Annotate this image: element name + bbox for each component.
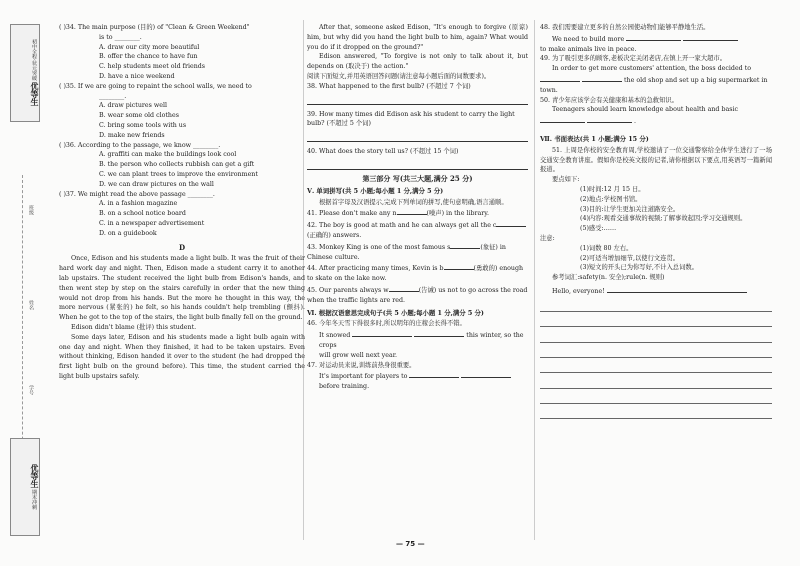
q41-text: 41. Please don't make any n bbox=[307, 210, 397, 218]
q48-blank-2[interactable] bbox=[683, 33, 738, 41]
q46-sentence bbox=[307, 329, 528, 351]
q48-blank-1[interactable] bbox=[626, 33, 681, 41]
badge-top-text: 初中全程·状元突破 bbox=[31, 39, 37, 81]
class-label: 班级 bbox=[28, 205, 34, 215]
badge-top-title: 优等生 bbox=[30, 82, 39, 107]
q49-blank-row bbox=[540, 74, 772, 96]
q38-answer-line[interactable] bbox=[307, 92, 528, 105]
number-field[interactable] bbox=[28, 385, 35, 395]
question-48: 48. 我们需要建立更多的自然公园使动物们能够平静地生活。 bbox=[540, 24, 710, 31]
question-44 bbox=[307, 262, 528, 284]
part-three-heading: 第三部分 写(共三大题,满分 25 分) bbox=[362, 173, 473, 183]
q44-hint: (勇敢的) enough to skate on the lake now. bbox=[307, 265, 524, 283]
q49-blank-2[interactable] bbox=[582, 74, 622, 82]
column-left bbox=[59, 23, 305, 382]
question-34-stem-end: is to ________. bbox=[99, 33, 142, 41]
essay-line[interactable] bbox=[540, 327, 772, 342]
question-50: 50. 青少年应该学会有关健康和基本的急救知识。 bbox=[540, 96, 678, 104]
question-42 bbox=[307, 219, 528, 241]
q35-option-d[interactable]: D. make new friends bbox=[99, 131, 165, 139]
q42-text: 42. The boy is good at math and he can always get all the c bbox=[307, 222, 497, 230]
passage-d-para-5: Edison answered, "To forgive is not only to talk about it, but depends on (取决于) the action." bbox=[307, 53, 528, 71]
q37-option-c[interactable]: C. in a newspaper advertisement bbox=[99, 219, 205, 227]
q46-sentence-cont: will grow well next year. bbox=[319, 351, 398, 359]
vocab-reference: 参考词汇:safety(n. 安全);rule(n. 规则) bbox=[552, 274, 665, 282]
q45-text: 45. Our parents always w bbox=[307, 286, 389, 294]
question-40: 40. What does the story tell us? (不超过 15 个词) bbox=[307, 148, 459, 156]
q34-option-d[interactable]: D. have a nice weekend bbox=[99, 72, 175, 80]
q44-blank[interactable] bbox=[444, 262, 474, 270]
q47-sentence bbox=[307, 370, 528, 382]
series-badge-bottom bbox=[10, 438, 40, 536]
passage-d-para-1: Once, Edison and his students made a light bulb. It was the fruit of their hard work day and night. Then, Edison made a student carry it to another lab upstairs. The student received the light bulb from Edison's hands, and then went step by step on the stairs carefully in order that the new thing would not drop from his hands. But the more he thought in this way, the more nervous (紧张的) he felt, so his hands couldn't help trembling (颤抖). When he got to the top of the stairs, the light bulb finally fell on the ground. bbox=[59, 255, 305, 322]
note-2: (2)可适当增加细节,以使行文连贯。 bbox=[580, 254, 680, 262]
q37-option-a[interactable]: A. in a fashion magazine bbox=[99, 200, 178, 208]
q43-text: 43. Monkey King is one of the most famous s bbox=[307, 243, 451, 251]
points-title: 要点如下: bbox=[552, 176, 580, 184]
number-label: 学号 bbox=[28, 385, 34, 395]
essay-line[interactable] bbox=[540, 358, 772, 373]
name-label: 姓名 bbox=[28, 300, 34, 310]
q48-sentence-cont: to make animals live in peace. bbox=[540, 45, 637, 53]
q41-hint: (噪声) in the library. bbox=[426, 210, 489, 218]
q50-blank-row: . bbox=[540, 115, 772, 127]
q46-text-start: It snowed bbox=[319, 332, 351, 340]
column-middle bbox=[307, 23, 528, 392]
series-badge-top bbox=[10, 24, 40, 122]
passage-d-para-2: Edison didn't blame (批评) this student. bbox=[71, 323, 197, 331]
section-v-instructions: 根据首字母及汉语提示,完成下列单词的拼写,使句意明确,语言通顺。 bbox=[319, 198, 508, 206]
q34-option-a[interactable]: A. draw our city more beautiful bbox=[99, 43, 200, 51]
q35-option-a[interactable]: A. draw pictures well bbox=[99, 102, 168, 110]
note-1: (1)词数 80 左右。 bbox=[580, 244, 633, 252]
q46-blank-1[interactable] bbox=[352, 329, 412, 337]
q50-sentence: Teenagers should learn knowledge about health and basic bbox=[552, 106, 738, 114]
binding-margin bbox=[0, 0, 50, 566]
essay-first-line[interactable] bbox=[607, 285, 747, 293]
question-43 bbox=[307, 241, 528, 263]
question-47: 47. 对运动员来说,训练前热身很重要。 bbox=[307, 361, 416, 369]
q39-answer-line[interactable] bbox=[307, 129, 528, 142]
q46-text-end: this winter, so the crops bbox=[319, 332, 524, 349]
question-39: 39. How many times did Edison ask his student to carry the light bulb? (不超过 5 个词) bbox=[307, 110, 515, 128]
essay-line[interactable] bbox=[540, 404, 772, 419]
q45-hint: (告诫) us not to go across the road when the traffic lights are red. bbox=[307, 286, 528, 304]
q36-option-a[interactable]: A. graffiti can make the buildings look cool bbox=[99, 151, 237, 159]
point-3: (3)目的:让学生更加关注道路安全。 bbox=[580, 205, 680, 213]
q34-option-c[interactable]: C. help students meet old friends bbox=[99, 63, 206, 71]
column-divider-2 bbox=[534, 20, 535, 540]
q36-option-b[interactable]: B. the person who collects rubbish can get a gift bbox=[99, 161, 255, 169]
q48-text-start: We need to build more bbox=[552, 35, 625, 43]
question-45 bbox=[307, 284, 528, 306]
section-v-heading: Ⅴ. 单词拼写(共 5 小题;每小题 1 分,满分 5 分) bbox=[307, 186, 444, 195]
page-number: — 75 — bbox=[396, 540, 425, 548]
point-5: (5)感受:…… bbox=[580, 225, 617, 233]
passage-d-heading: D bbox=[178, 242, 186, 252]
q43-blank[interactable] bbox=[450, 241, 480, 249]
q47-blank-1[interactable] bbox=[409, 370, 459, 378]
essay-line[interactable] bbox=[540, 373, 772, 388]
q50-blank-1[interactable] bbox=[540, 115, 585, 123]
question-41 bbox=[307, 207, 528, 219]
point-4: (4)内容:观看交通事故的视频;了解事故起因;学习交通规则。 bbox=[580, 215, 747, 223]
q49-sentence: In order to get more customers' attention, the boss decided to bbox=[552, 65, 752, 73]
question-36[interactable]: ( )36. According to the passage, we know ________. bbox=[59, 141, 221, 149]
q48-sentence bbox=[540, 33, 772, 45]
q37-option-d[interactable]: D. on a guidebook bbox=[99, 229, 157, 237]
essay-line[interactable] bbox=[540, 389, 772, 404]
point-1: (1)时间:12 月 15 日。 bbox=[580, 185, 645, 193]
q45-blank[interactable] bbox=[389, 284, 419, 292]
opening-text: Hello, everyone! bbox=[552, 287, 605, 295]
q41-blank[interactable] bbox=[397, 207, 427, 215]
q35-option-c[interactable]: C. bring some tools with us bbox=[99, 121, 187, 129]
q40-answer-line[interactable] bbox=[307, 157, 528, 170]
essay-line[interactable] bbox=[540, 343, 772, 358]
q35-option-b[interactable]: B. wear some old clothes bbox=[99, 112, 179, 120]
q47-sentence-cont: before training. bbox=[319, 383, 370, 391]
question-51: 51. 上周是你校的安全教育周,学校邀请了一位交通警察给全体学生进行了一场交通安全教育讲座。假如你是校英文报的记者,请你根据以下要点,用英语写一篇新闻报道。 bbox=[540, 146, 772, 174]
q46-blank-2[interactable] bbox=[414, 329, 464, 337]
q43-hint: (象征) in Chinese culture. bbox=[307, 243, 506, 261]
question-35-stem-end: ________. bbox=[99, 92, 127, 100]
q47-text-start: It's important for players to bbox=[319, 373, 408, 381]
column-right bbox=[540, 23, 772, 419]
question-38: 38. What happened to the first bulb? (不超过 7 个词) bbox=[307, 82, 471, 90]
essay-opening bbox=[540, 285, 772, 297]
notes-title: 注意: bbox=[540, 234, 555, 242]
reading-instructions: 阅读下面短文,并用英语回答问题(请注意每小题后面的词数要求)。 bbox=[307, 72, 491, 80]
q49-text-end: the old shop and set up a big supermarket in town. bbox=[540, 76, 768, 94]
point-2: (2)地点:学校图书馆。 bbox=[580, 195, 642, 203]
badge-bottom-title: 优等生 bbox=[30, 464, 39, 489]
class-field[interactable] bbox=[28, 205, 35, 215]
q36-option-d[interactable]: D. we can draw pictures on the wall bbox=[99, 180, 214, 188]
essay-line[interactable] bbox=[540, 312, 772, 327]
question-46: 46. 今年冬天雪下得很多时,所以明年的庄稼会长得不错。 bbox=[307, 320, 466, 328]
question-35[interactable]: ( )35. If we are going to repaint the school walls, we need to bbox=[59, 82, 252, 90]
question-34[interactable]: ( )34. The main purpose (目的) of "Clean & Green Weekend" bbox=[59, 24, 250, 31]
essay-writing-area[interactable] bbox=[540, 297, 772, 419]
section-vi-heading: Ⅵ. 根据汉语意思完成句子(共 5 小题;每小题 1 分,满分 5 分) bbox=[307, 308, 484, 317]
passage-d-para-3: Some days later, Edison and his students made a light bulb again with one day and night. When they finished, it had to be taken upstairs. Even without thinking, Edison handed it over to the student (he had dropped the first light bulb on the ground before). This time, the student carried the light bulb upstairs safely. bbox=[59, 333, 305, 380]
q42-hint: (正确的) answers. bbox=[307, 231, 362, 239]
q37-option-b[interactable]: B. on a school notice board bbox=[99, 210, 186, 218]
badge-bottom-text: 期末冲刺 bbox=[31, 489, 37, 510]
question-49: 49. 为了吸引更多的顾客,老板决定关闭老店,在镇上开一家大超市。 bbox=[540, 55, 727, 63]
q34-option-b[interactable]: B. offer the chance to have fun bbox=[99, 53, 198, 61]
section-vii-heading: Ⅶ. 书面表达(共 1 小题;满分 15 分) bbox=[540, 134, 649, 143]
essay-line[interactable] bbox=[540, 297, 772, 312]
name-field[interactable] bbox=[28, 300, 35, 310]
q47-blank-2[interactable] bbox=[461, 370, 511, 378]
q36-option-c[interactable]: C. we can plant trees to improve the environment bbox=[99, 170, 258, 178]
q49-blank-1[interactable] bbox=[540, 74, 580, 82]
note-3: (3)短文的开头已为你写好,不计入总词数。 bbox=[580, 264, 698, 272]
question-37[interactable]: ( )37. We might read the above passage ________. bbox=[59, 190, 215, 198]
q44-text: 44. After practicing many times, Kevin is b bbox=[307, 265, 444, 273]
q50-blank-2[interactable] bbox=[587, 115, 632, 123]
q42-blank[interactable] bbox=[496, 219, 526, 227]
passage-d-para-4: After that, someone asked Edison, "It's enough to forgive (原谅) him, but why did you hand the light bulb to him, again? What would you do if it dropped on the ground?" bbox=[307, 24, 528, 51]
